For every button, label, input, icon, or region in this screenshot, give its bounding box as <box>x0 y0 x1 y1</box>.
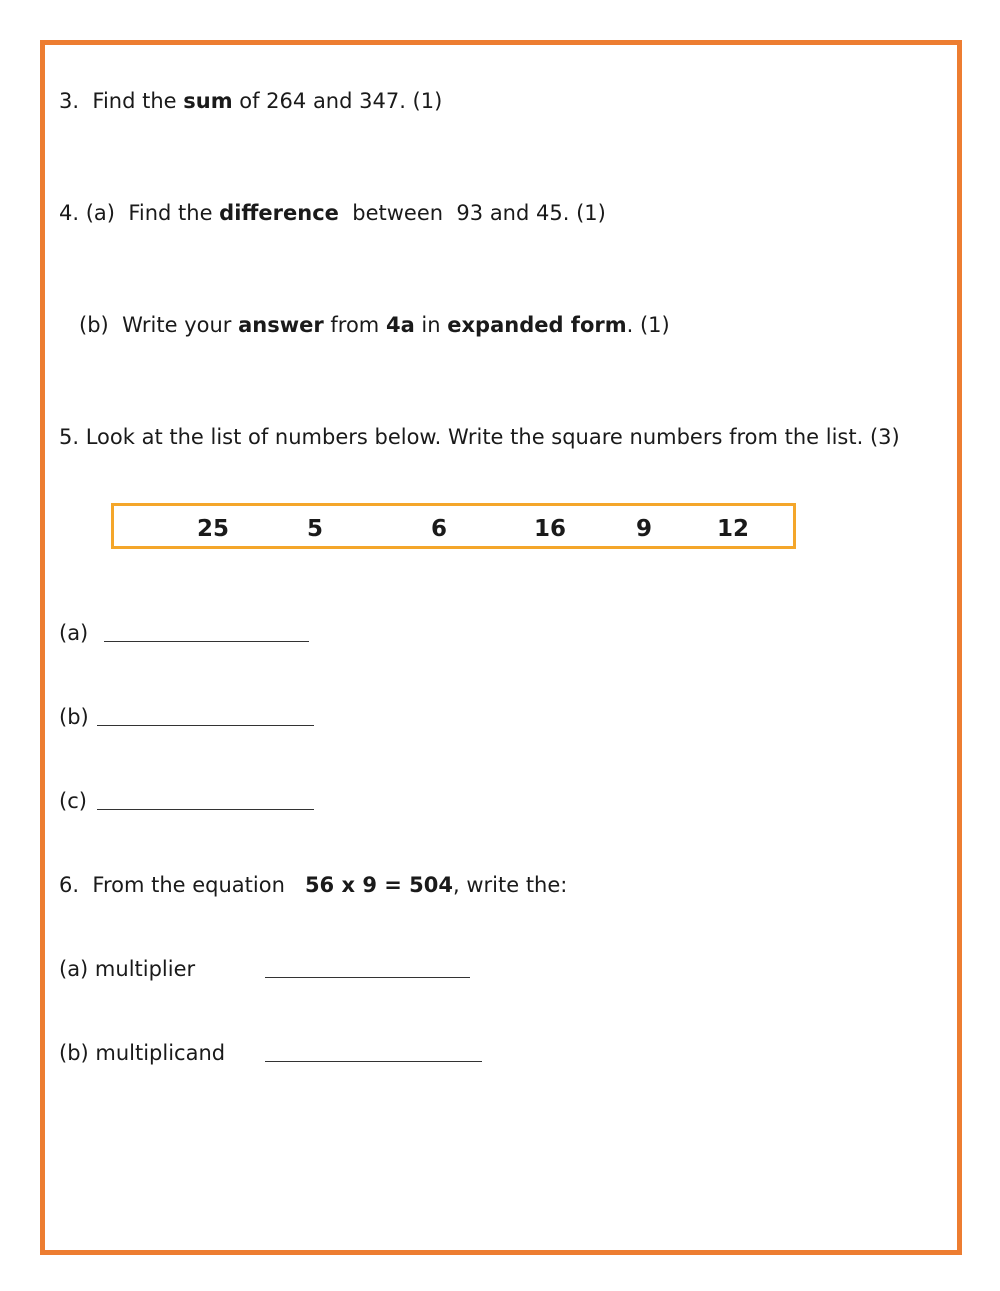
question-keyword: expanded form <box>447 313 627 337</box>
list-number: 25 <box>197 516 230 542</box>
question-text: , write the: <box>453 873 568 897</box>
list-number: 9 <box>636 516 653 542</box>
question-text: between 93 and 45. (1) <box>338 201 606 225</box>
multiplicand-blank[interactable] <box>265 1061 482 1062</box>
question-keyword: answer <box>238 313 324 337</box>
multiplier-blank[interactable] <box>265 977 470 978</box>
question-4b <box>79 312 670 338</box>
answer-a-blank[interactable] <box>104 641 309 642</box>
list-number: 5 <box>307 516 324 542</box>
question-text: . (1) <box>626 313 670 337</box>
list-number: 12 <box>717 516 750 542</box>
answer-b-blank[interactable] <box>97 725 314 726</box>
question-text: in <box>414 313 448 337</box>
question-keyword: difference <box>219 201 339 225</box>
question-text: of 264 and 347. (1) <box>232 89 443 113</box>
question-3 <box>59 88 442 114</box>
question-5: 5. Look at the list of numbers below. Write the square numbers from the list. (3) <box>59 425 900 449</box>
question-4a <box>59 200 606 226</box>
question-text: Find the <box>128 201 220 225</box>
list-number: 16 <box>534 516 567 542</box>
question-text: From the equation <box>92 873 305 897</box>
question-text: Write your <box>122 313 239 337</box>
answer-c-label: (c) <box>59 789 87 813</box>
question-number: 4. (a) <box>59 201 115 225</box>
multiplier-label: (a) multiplier <box>59 957 196 981</box>
question-keyword: sum <box>183 89 233 113</box>
question-part-label: (b) <box>79 313 109 337</box>
question-number: 6. <box>59 873 80 897</box>
multiplicand-label: (b) multiplicand <box>59 1041 226 1065</box>
answer-a-label: (a) <box>59 621 89 645</box>
equation: 56 x 9 = 504 <box>304 873 453 897</box>
answer-c-blank[interactable] <box>97 809 314 810</box>
answer-b-label: (b) <box>59 705 89 729</box>
question-text: from <box>323 313 386 337</box>
question-keyword: 4a <box>385 313 415 337</box>
question-text: Find the <box>92 89 184 113</box>
question-number: 3. <box>59 89 80 113</box>
question-6 <box>59 872 567 898</box>
list-number: 6 <box>431 516 448 542</box>
